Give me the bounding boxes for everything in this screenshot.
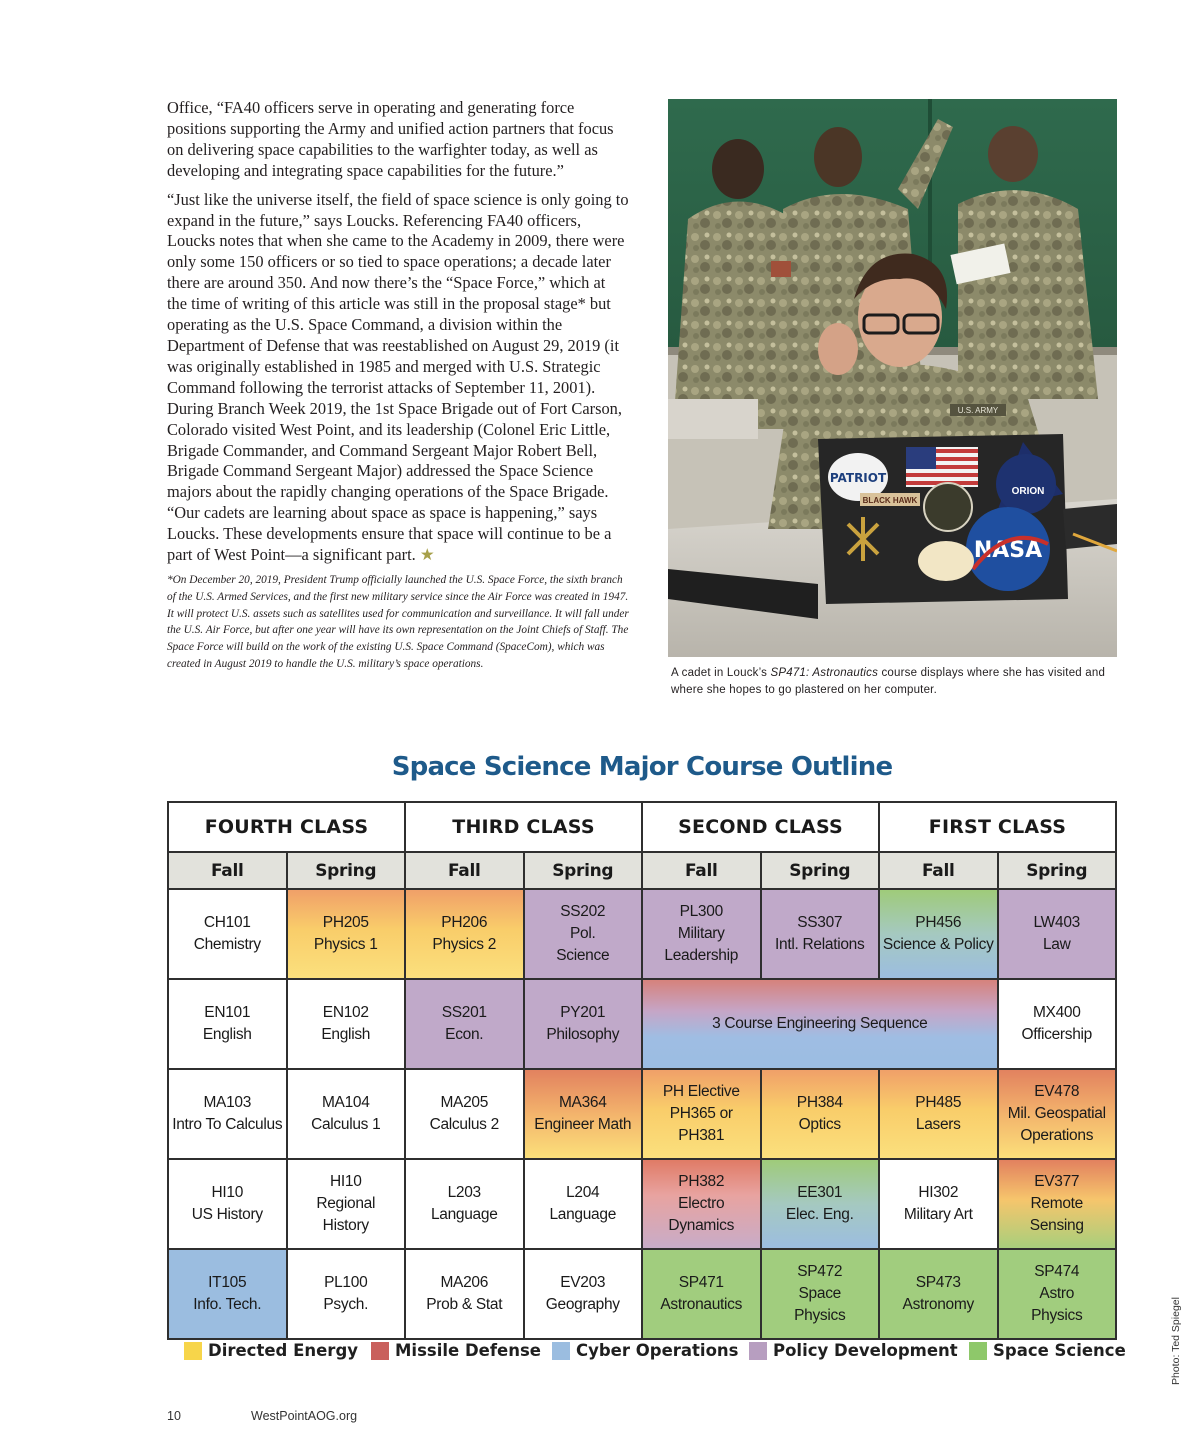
course-cell-line: Elec. Eng.	[785, 1206, 854, 1223]
caption-tail: course displays where she has visited and where she hopes to go plastered on her computer.	[671, 667, 1106, 696]
caption-course: SP471: Astronautics	[770, 667, 879, 679]
legend-label: Missile Defense	[395, 1341, 541, 1360]
course-cell-line: PH205	[322, 914, 369, 931]
course-cell-line: Mil. Geospatial	[1007, 1105, 1106, 1122]
course-cell-line: IT105	[208, 1274, 247, 1291]
course-cell	[405, 889, 524, 979]
course-cell	[287, 1159, 406, 1249]
legend-label: Policy Development	[773, 1341, 958, 1360]
legend-swatch	[184, 1342, 202, 1360]
legend-swatch	[969, 1342, 987, 1360]
course-cell-line: PL100	[324, 1274, 368, 1291]
course-cell-line: SP474	[1034, 1263, 1080, 1280]
course-cell-line: Econ.	[445, 1026, 484, 1043]
course-cell-line: L203	[447, 1184, 481, 1201]
semester-header: Spring	[287, 852, 406, 889]
course-cell-line: LW403	[1033, 914, 1080, 931]
nasa-sticker: NASA	[973, 538, 1043, 563]
course-cell-line: CH101	[203, 914, 251, 931]
course-cell	[879, 1249, 998, 1339]
course-cell-line: SS201	[441, 1004, 487, 1021]
course-cell-line: Astro	[1039, 1285, 1075, 1302]
course-cell-line: PY201	[560, 1004, 606, 1021]
legend-label: Space Science	[993, 1341, 1126, 1360]
course-cell	[168, 979, 287, 1069]
course-cell-line: MA103	[203, 1094, 252, 1111]
course-row	[168, 1159, 1116, 1249]
course-cell-line: Astronomy	[902, 1296, 974, 1313]
course-cell-line: MA205	[440, 1094, 489, 1111]
semester-header: Spring	[761, 852, 880, 889]
course-cell	[405, 1159, 524, 1249]
course-cell-line: EV203	[560, 1274, 606, 1291]
course-cell-line: Calculus 1	[311, 1116, 381, 1133]
course-cell-line: Regional	[316, 1195, 376, 1212]
course-cell	[998, 889, 1117, 979]
course-cell-line: PH456	[915, 914, 962, 931]
course-cell-line: PH365 or PH381	[669, 1105, 733, 1144]
course-cell	[998, 1069, 1117, 1159]
course-cell	[761, 889, 880, 979]
course-cell	[761, 1249, 880, 1339]
course-cell-line: SS202	[560, 903, 606, 920]
course-cell	[405, 1249, 524, 1339]
course-cell-line: Pol.	[569, 925, 596, 942]
photo-credit: Photo: Ted Spiegel	[1170, 1297, 1182, 1385]
course-cell-line: History	[322, 1217, 369, 1234]
semester-header: Fall	[405, 852, 524, 889]
legend-label: Cyber Operations	[576, 1341, 739, 1360]
course-cell-line: Language	[549, 1206, 617, 1223]
course-cell	[879, 889, 998, 979]
course-cell	[524, 979, 643, 1069]
course-cell-line: PH Elective	[662, 1083, 740, 1100]
legend-item-space-science	[969, 1341, 1126, 1360]
course-cell-line: Optics	[798, 1116, 841, 1133]
site-name: WestPointAOG.org	[251, 1409, 358, 1423]
course-cell-line: EN101	[204, 1004, 251, 1021]
semester-header: Fall	[168, 852, 287, 889]
patriot-sticker: PATRIOT	[829, 471, 887, 485]
page-number: 10	[167, 1409, 181, 1423]
course-row	[168, 1069, 1116, 1159]
course-cell-line: HI10	[329, 1173, 362, 1190]
course-cell-line: Leadership	[664, 947, 739, 964]
legend-item-directed-energy	[184, 1341, 358, 1360]
legend-swatch	[552, 1342, 570, 1360]
legend-swatch	[371, 1342, 389, 1360]
photo-caption	[671, 665, 1121, 699]
legend-label: Directed Energy	[208, 1341, 359, 1360]
course-cell	[524, 1249, 643, 1339]
course-cell-line: PH382	[678, 1173, 725, 1190]
course-cell	[287, 889, 406, 979]
course-cell-line: Geography	[545, 1296, 620, 1313]
course-cell	[524, 1159, 643, 1249]
course-cell	[642, 1159, 761, 1249]
course-cell	[168, 889, 287, 979]
course-cell-line: EE301	[797, 1184, 843, 1201]
course-cell-line: Remote	[1030, 1195, 1083, 1212]
course-cell-line: Intro To Calculus	[172, 1116, 283, 1133]
semester-header: Spring	[524, 852, 643, 889]
army-nametape: U.S. ARMY	[957, 406, 999, 415]
course-cell-line: Chemistry	[193, 936, 261, 953]
course-cell	[642, 1249, 761, 1339]
course-cell-line: EN102	[322, 1004, 369, 1021]
year-header: SECOND CLASS	[642, 802, 879, 852]
caption-lead: A cadet in Louck’s	[671, 667, 771, 679]
course-cell	[761, 1069, 880, 1159]
course-cell	[405, 979, 524, 1069]
course-cell-line: Physics	[1031, 1307, 1083, 1324]
course-cell-line: PL300	[679, 903, 723, 920]
track-legend	[180, 1341, 1126, 1367]
legend-item-policy-development	[749, 1341, 958, 1360]
course-cell	[524, 889, 643, 979]
article-text	[167, 98, 629, 673]
semester-header: Spring	[998, 852, 1117, 889]
course-cell-line: Lasers	[915, 1116, 961, 1133]
course-cell	[642, 1069, 761, 1159]
course-cell-line: PH206	[441, 914, 488, 931]
course-cell-line: Science	[556, 947, 610, 964]
course-cell-line: EV377	[1034, 1173, 1080, 1190]
course-cell-line: PH384	[796, 1094, 843, 1111]
end-mark-star-icon: ★	[419, 545, 435, 565]
course-cell-line: US History	[191, 1206, 263, 1223]
course-cell-line: Engineer Math	[534, 1116, 632, 1133]
course-cell-line: SS307	[797, 914, 843, 931]
course-cell-line: Science & Policy	[882, 936, 994, 953]
year-header: THIRD CLASS	[405, 802, 642, 852]
course-cell-line: MA364	[558, 1094, 607, 1111]
course-cell	[642, 889, 761, 979]
class-year-row	[168, 802, 1116, 852]
course-cell	[998, 1249, 1117, 1339]
course-cell	[879, 1159, 998, 1249]
course-cell	[168, 1159, 287, 1249]
course-row	[168, 889, 1116, 979]
course-cell-line: 3 Course Engineering Sequence	[712, 1015, 928, 1032]
course-cell-line: English	[202, 1026, 252, 1043]
course-cell-line: Law	[1042, 936, 1071, 953]
course-cell-line: SP471	[678, 1274, 724, 1291]
course-cell-line: English	[321, 1026, 371, 1043]
course-cell	[287, 1069, 406, 1159]
blackhawk-sticker: BLACK HAWK	[862, 496, 918, 505]
course-cell-line: Space	[798, 1285, 841, 1302]
course-cell	[998, 1159, 1117, 1249]
photo-illustration	[668, 99, 1117, 657]
course-cell	[168, 1069, 287, 1159]
legend-item-cyber-operations	[552, 1341, 739, 1360]
course-cell-line: Psych.	[323, 1296, 369, 1313]
course-cell-line: EV478	[1034, 1083, 1080, 1100]
article-footnote: *On December 20, 2019, President Trump officially launched the U.S. Space Force, the sixth branch of the U.S. Armed Services, and the first new military service since the Air Force was created in 1947. It will protect U.S. assets such as satellites used for communication and surveillance. It will fall under the U.S. Air Force, but after one year will have its own representation on the Joint Chiefs of Staff. The Space Force will build on the work of the existing U.S. Space Command (SpaceCom), which was created in August 2019 to handle the U.S. military’s space operations.	[167, 573, 629, 670]
course-cell-line: MA206	[440, 1274, 489, 1291]
course-cell-line: Physics 2	[432, 936, 497, 953]
semester-header: Fall	[879, 852, 998, 889]
course-cell	[405, 1069, 524, 1159]
course-cell	[761, 1159, 880, 1249]
legend-item-missile-defense	[371, 1341, 541, 1360]
course-cell-line: Physics 1	[313, 936, 378, 953]
course-cell-line: Electro	[678, 1195, 725, 1212]
course-cell-line: Language	[430, 1206, 498, 1223]
course-outline-table	[167, 801, 1117, 1340]
course-cell-line: Intl. Relations	[775, 936, 865, 953]
course-cell-line: MX400	[1032, 1004, 1081, 1021]
course-cell-line: Prob & Stat	[426, 1296, 503, 1313]
article-paragraph-2	[167, 190, 629, 566]
course-cell	[998, 979, 1117, 1069]
course-cell-line: Officership	[1021, 1026, 1092, 1043]
year-header: FOURTH CLASS	[168, 802, 405, 852]
legend-swatch	[749, 1342, 767, 1360]
orion-sticker: ORION	[1011, 486, 1045, 497]
course-cell-line: Military Art	[903, 1206, 973, 1223]
course-cell	[168, 1249, 287, 1339]
course-row	[168, 979, 1116, 1069]
course-cell-line: HI302	[918, 1184, 959, 1201]
course-cell-line: Astronautics	[660, 1296, 743, 1313]
course-cell	[287, 1249, 406, 1339]
article-paragraph-1: Office, “FA40 officers serve in operating and generating force positions supporting the Army and unified action partners that focus on delivering space capabilities to the warfighter today, as well as developing and integrating space capabilities for the future.”	[167, 98, 614, 180]
course-cell-line: Physics	[794, 1307, 846, 1324]
course-cell-line: Operations	[1020, 1127, 1094, 1144]
article-paragraph-2-text: “Just like the universe itself, the field of space science is only going to expand in the future,” says Loucks. Referencing FA40 officers, Loucks notes that when she came to the Academy in 2009, there were only some 150 officers or so tied to space operations; a decade later there are around 350. And now there’s the “Space Force,” which at the time of writing of this article was still in the proposal stage* but operating as the U.S. Space Command, a division within the Department of Defense that was reestablished on August 29, 2019 (it was originally established in 1985 and merged with U.S. Strategic Command following the terrorist attacks of September 11, 2001). During Branch Week 2019, the 1st Space Brigade out of Fort Carson, Colorado visited West Point, and its leadership (Colonel Eric Little, Brigade Commander, and Command Sergeant Major Robert Bell, Brigade Command Sergeant Major) addressed the Space Science majors about the rapidly changing operations of the Space Brigade. “Our cadets are learning about space as space is happening,” says Loucks. These developments ensure that space will continue to be a part of West Point—a significant part.	[167, 189, 629, 565]
course-cell-line: Calculus 2	[429, 1116, 499, 1133]
course-cell-line: Info. Tech.	[193, 1296, 262, 1313]
course-cell-line: Military	[677, 925, 725, 942]
course-cell	[524, 1069, 643, 1159]
year-header: FIRST CLASS	[879, 802, 1116, 852]
course-outline-title: Space Science Major Course Outline	[391, 752, 893, 782]
course-cell	[287, 979, 406, 1069]
course-cell-line: Dynamics	[668, 1217, 735, 1234]
course-row	[168, 1249, 1116, 1339]
course-cell-line: Sensing	[1029, 1217, 1084, 1234]
course-cell	[879, 1069, 998, 1159]
course-cell-line: L204	[566, 1184, 600, 1201]
course-cell-line: SP472	[797, 1263, 843, 1280]
course-cell-line: SP473	[915, 1274, 961, 1291]
course-cell-line: Philosophy	[546, 1026, 620, 1043]
semester-row	[168, 852, 1116, 889]
engineering-sequence-cell	[642, 979, 998, 1069]
course-cell-line: HI10	[211, 1184, 244, 1201]
semester-header: Fall	[642, 852, 761, 889]
course-cell-line: MA104	[321, 1094, 370, 1111]
cadet-laptop-photo	[668, 99, 1117, 657]
course-cell-line: PH485	[915, 1094, 962, 1111]
